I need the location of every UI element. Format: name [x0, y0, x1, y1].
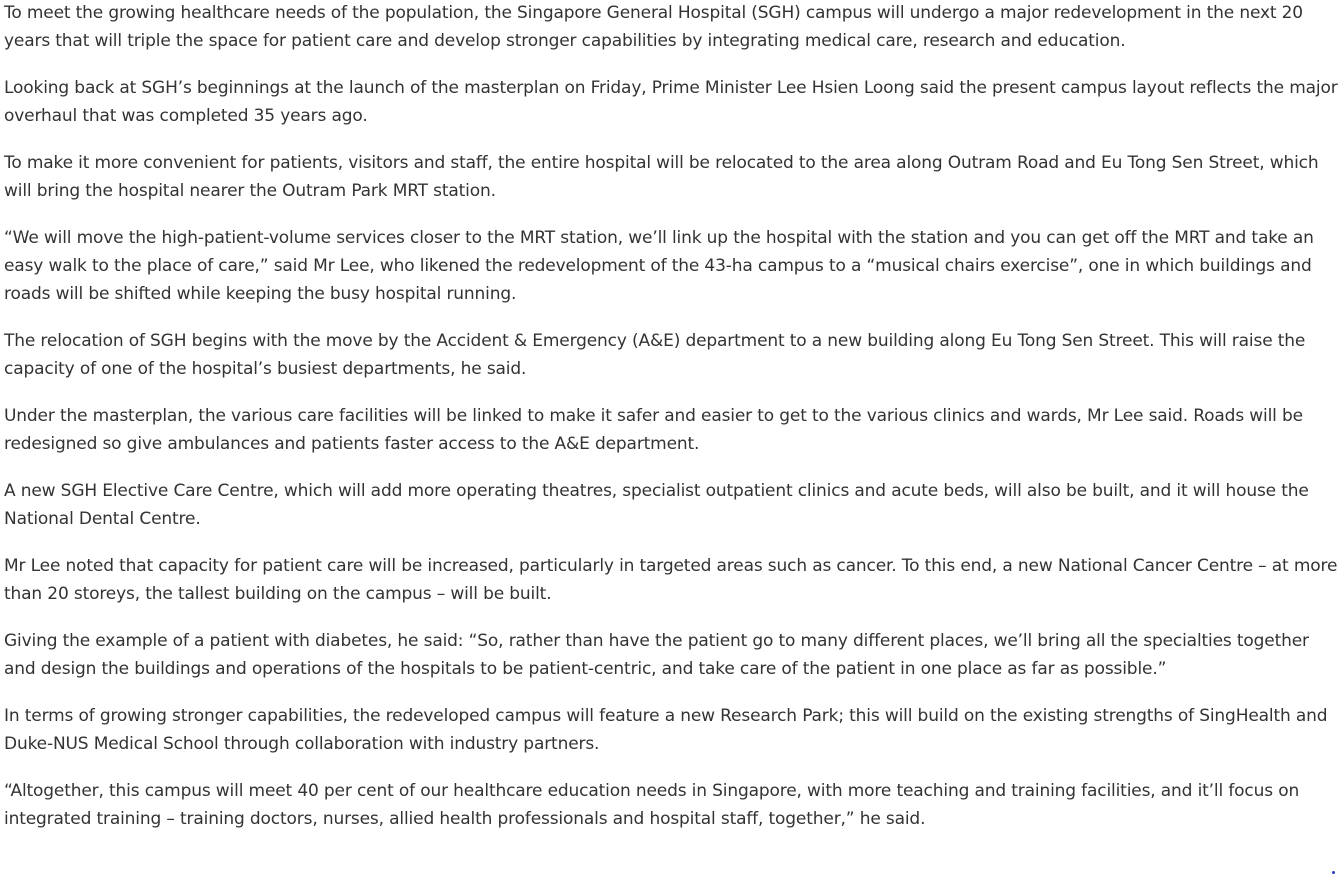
- article-paragraph: To meet the growing healthcare needs of the population, the Singapore General Hospital (SGH) campus will undergo a major redevelopment in the next 20 years that will triple the space for patient care and develop stronger capabilities by integrating medical care, research and education.: [4, 3, 1303, 51]
- article-paragraph: “Altogether, this campus will meet 40 per cent of our healthcare education needs in Singapore, with more teaching and training facilities, and it’ll focus on integrated training – training doctors, nurses, allied health professionals and hospital staff, together,” he said.: [4, 781, 1300, 829]
- cursor-dot-icon: [1332, 871, 1335, 874]
- article-paragraph: Looking back at SGH’s beginnings at the launch of the masterplan on Friday, Prime Minister Lee Hsien Loong said the present campus layout reflects the major overhaul that was completed 35 years ago.: [4, 78, 1338, 126]
- article-paragraph: To make it more convenient for patients, visitors and staff, the entire hospital will be relocated to the area along Outram Road and Eu Tong Sen Street, which will bring the hospital nearer the Outram Park MRT station.: [4, 153, 1319, 201]
- article-paragraph: The relocation of SGH begins with the move by the Accident & Emergency (A&E) department to a new building along Eu Tong Sen Street. This will raise the capacity of one of the hospital’s busiest departments, he said.: [4, 331, 1306, 379]
- article-body: [4, 0, 1338, 852]
- article-paragraph: Mr Lee noted that capacity for patient care will be increased, particularly in targeted areas such as cancer. To this end, a new National Cancer Centre – at more than 20 storeys, the tallest building on the campus – will be built.: [4, 556, 1338, 604]
- article-paragraph: Giving the example of a patient with diabetes, he said: “So, rather than have the patient go to many different places, we’ll bring all the specialties together and design the buildings and operations of the hospitals to be patient-centric, and take care of the patient in one place as far as possible.”: [4, 631, 1309, 679]
- article-paragraph: Under the masterplan, the various care facilities will be linked to make it safer and easier to get to the various clinics and wards, Mr Lee said. Roads will be redesigned so give ambulances and patients faster access to the A&E department.: [4, 406, 1303, 454]
- article-paragraph: In terms of growing stronger capabilities, the redeveloped campus will feature a new Research Park; this will build on the existing strengths of SingHealth and Duke-NUS Medical School through collaboration with industry partners.: [4, 706, 1328, 754]
- article-paragraph: “We will move the high-patient-volume services closer to the MRT station, we’ll link up the hospital with the station and you can get off the MRT and take an easy walk to the place of care,” said Mr Lee, who likened the redevelopment of the 43-ha campus to a “musical chairs exercise”, one in which buildings and roads will be shifted while keeping the busy hospital running.: [4, 228, 1314, 304]
- article-paragraph: A new SGH Elective Care Centre, which will add more operating theatres, specialist outpatient clinics and acute beds, will also be built, and it will house the National Dental Centre.: [4, 481, 1309, 529]
